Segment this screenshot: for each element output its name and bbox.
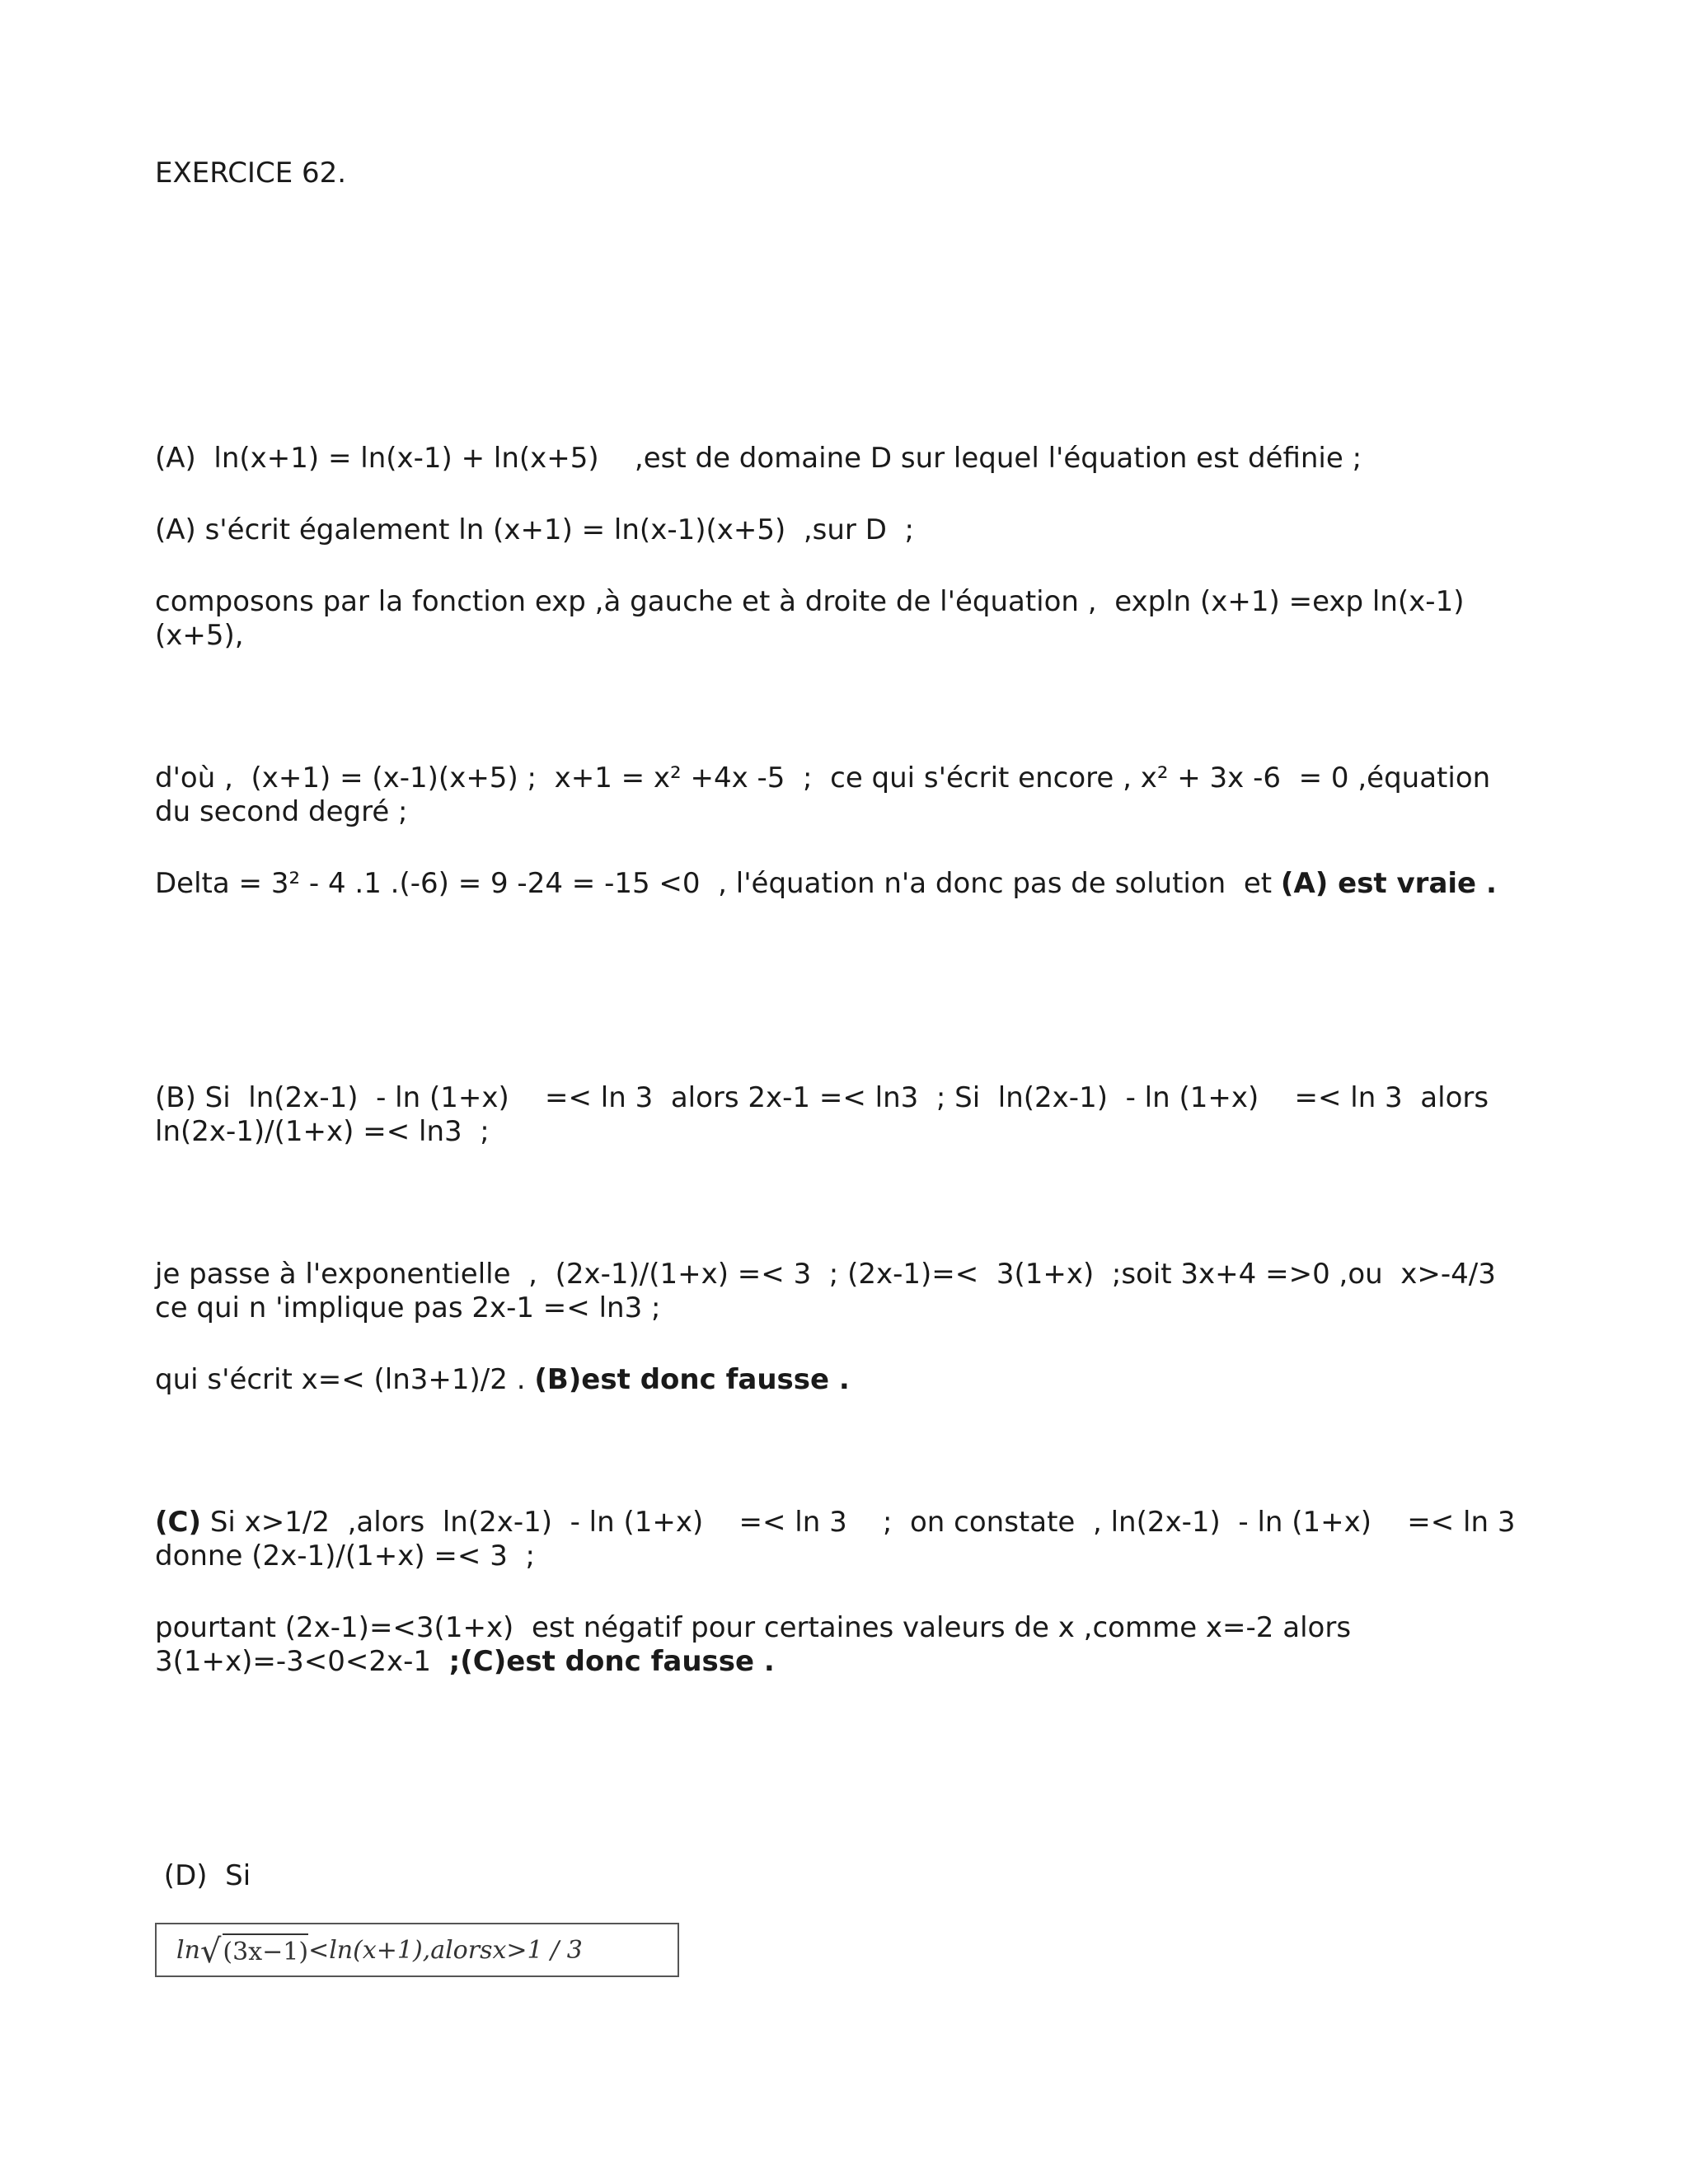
formula-radicand: (3x−1) xyxy=(223,1933,308,1966)
formula-suffix: <ln(x+1),alorsx>1 / 3 xyxy=(308,1935,583,1965)
part-c-verdict: ;(C)est donc fausse . xyxy=(448,1645,775,1678)
part-b-line-2: ln(2x-1)/(1+x) =< ln3 ; xyxy=(155,1115,490,1148)
part-a-line-6: du second degré ; xyxy=(155,795,408,828)
part-b-line-4: ce qui n 'implique pas 2x-1 =< ln3 ; xyxy=(155,1291,661,1324)
part-b-line-3: je passe à l'exponentielle , (2x-1)/(1+x) =< 3 ; (2x-1)=< 3(1+x) ;soit 3x+4 =>0 ,ou x>-4/3 xyxy=(155,1258,1496,1291)
formula-prefix: ln xyxy=(176,1935,200,1965)
part-c-line-1 xyxy=(155,1506,1515,1540)
part-c-line-1-text: Si x>1/2 ,alors ln(2x-1) - ln (1+x) =< ln 3 ; on constate , ln(2x-1) - ln (1+x) =< ln 3 xyxy=(201,1506,1516,1539)
sqrt-icon: √ xyxy=(199,1933,222,1971)
part-c-line-3: pourtant (2x-1)=<3(1+x) est négatif pour certaines valeurs de x ,comme x=-2 alors xyxy=(155,1611,1352,1644)
part-b-conclusion xyxy=(155,1363,850,1397)
part-d-line-1: (D) Si xyxy=(155,1859,251,1892)
part-a-conclusion-text: Delta = 3² - 4 .1 .(-6) = 9 -24 = -15 <0 , l'équation n'a donc pas de solution et xyxy=(155,867,1281,900)
part-b-line-1: (B) Si ln(2x-1) - ln (1+x) =< ln 3 alors 2x-1 =< ln3 ; Si ln(2x-1) - ln (1+x) =< ln 3 alors xyxy=(155,1081,1489,1114)
part-c-line-2: donne (2x-1)/(1+x) =< 3 ; xyxy=(155,1540,535,1572)
part-a-line-1: (A) ln(x+1) = ln(x-1) + ln(x+5) ,est de domaine D sur lequel l'équation est définie ; xyxy=(155,442,1362,475)
part-a-line-4: (x+5), xyxy=(155,619,244,652)
part-c-conclusion-text: 3(1+x)=-3<0<2x-1 xyxy=(155,1645,449,1678)
part-a-line-3: composons par la fonction exp ,à gauche et à droite de l'équation , expln (x+1) =exp ln(x-1) xyxy=(155,585,1465,618)
part-c-conclusion xyxy=(155,1645,775,1679)
part-b-conclusion-text: qui s'écrit x=< (ln3+1)/2 . xyxy=(155,1363,535,1396)
exercise-title: EXERCICE 62. xyxy=(155,157,347,190)
part-a-verdict: (A) est vraie . xyxy=(1280,867,1497,900)
part-a-line-2: (A) s'écrit également ln (x+1) = ln(x-1)(x+5) ,sur D ; xyxy=(155,513,914,546)
part-d-formula-box xyxy=(155,1923,679,1977)
part-a-line-5: d'où , (x+1) = (x-1)(x+5) ; x+1 = x² +4x -5 ; ce qui s'écrit encore , x² + 3x -6 = 0 ,équation xyxy=(155,762,1491,794)
part-b-verdict: (B)est donc fausse . xyxy=(534,1363,850,1396)
part-a-conclusion xyxy=(155,867,1497,901)
part-c-label: (C) xyxy=(155,1506,202,1539)
